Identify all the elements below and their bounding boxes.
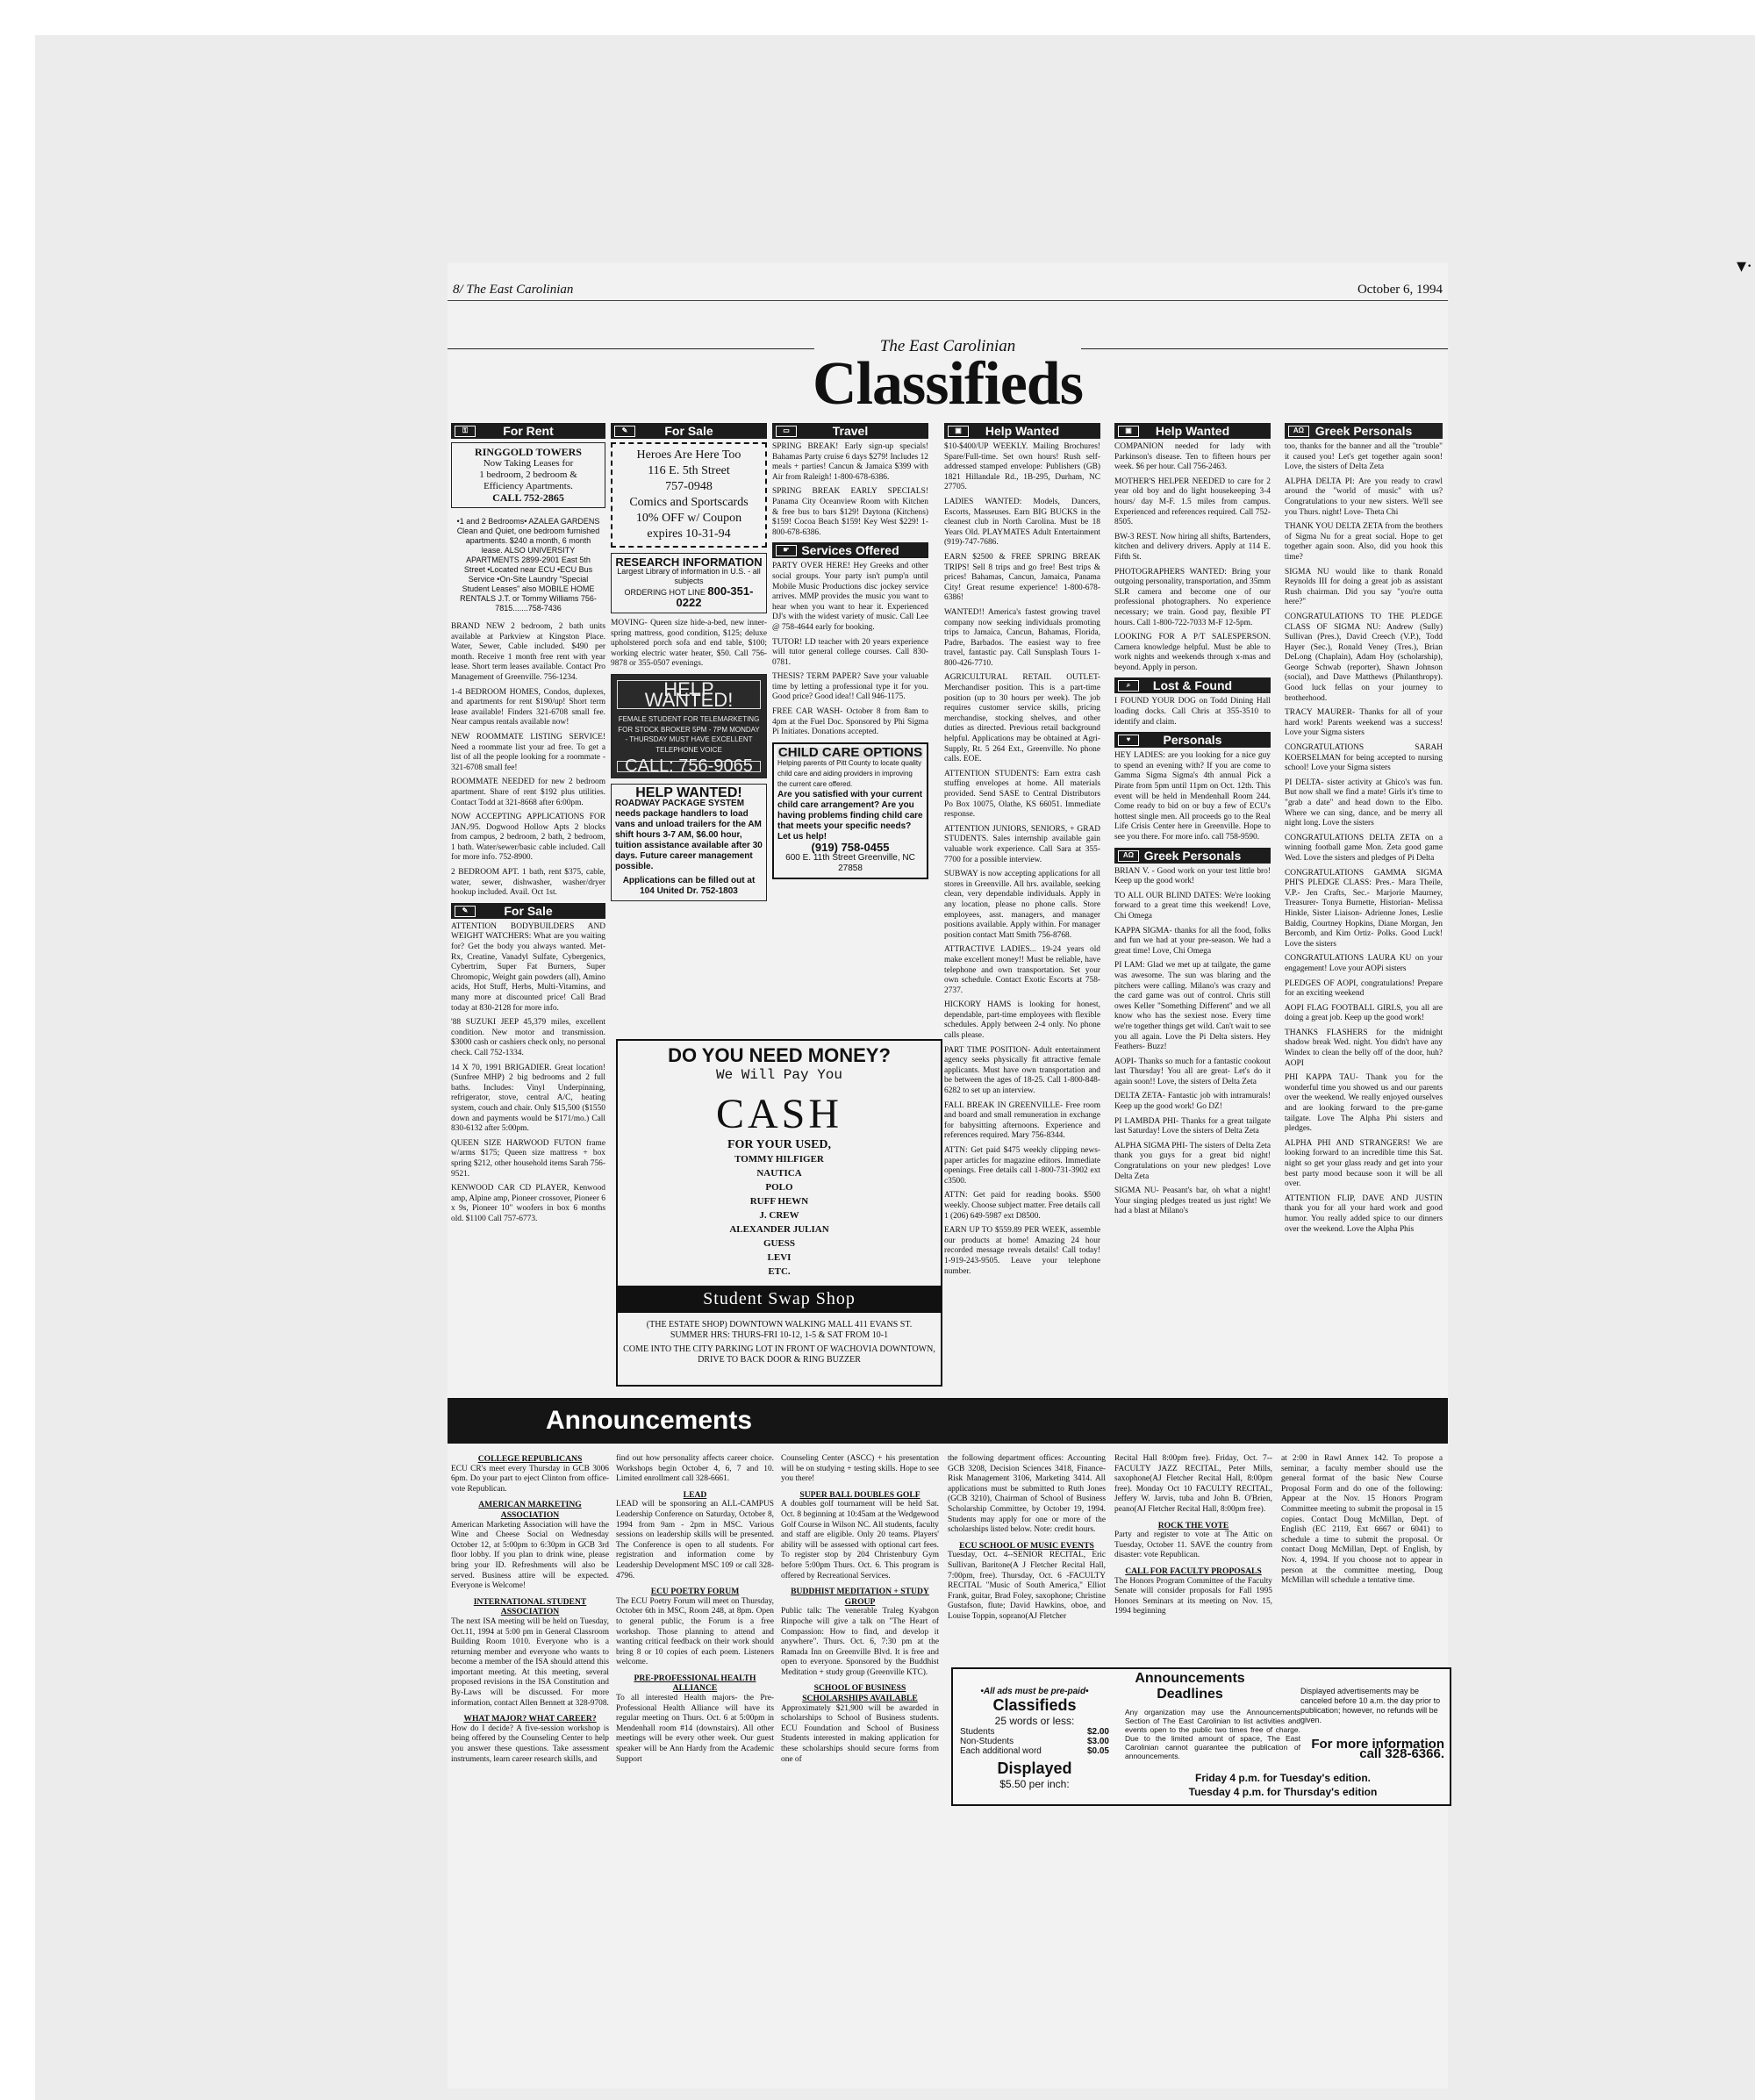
classified-ad: BW-3 REST. Now hiring all shifts, Bartenders, kitchen and delivery drivers. Apply at 114 E. Fifth St. [1114,532,1271,562]
section-header-lost-found: ⌕ Lost & Found [1114,677,1271,693]
issue-date: October 6, 1994 [1357,283,1443,297]
rate-row: Non-Students $3.00 [960,1737,1109,1746]
briefcase-icon: ▣ [1118,426,1139,437]
for-rent-ads [451,622,605,899]
rate-table [960,1727,1109,1756]
column-travel [772,423,928,1028]
heart-icon: ♥ [1118,735,1139,746]
classified-ad: SIGMA NU- Peasant's bar, oh what a night! Your singing pledges treated us just right! We had a blast at Milano's [1114,1186,1271,1216]
column-help-wanted [944,423,1100,1388]
classified-ad: QUEEN SIZE HARWOOD FUTON frame w/arms $175; Queen size mattress + box spring $212, other household items Sarah 756-9521. [451,1138,605,1179]
classified-ad: PLEDGES OF AOPI, congratulations! Prepare for an exciting weekend [1285,978,1443,999]
section-header-help-wanted: ▣ Help Wanted [944,423,1100,439]
classified-ad: PI DELTA- sister activity at Ghico's was fun. But now shall we find a mate! Girls it's time to "grab a date" and head down to the Elbo. Where we can sing, dance, and be merry all night long. Love the sisters [1285,778,1443,828]
magnifier-icon: ⌕ [1118,680,1139,692]
column-for-rent [451,423,605,1388]
announcement-column-6: at 2:00 in Rawl Annex 142. To propose a seminar, a faculty member should use the general format of the basic New Course Proposal Form and do one of the following: Appear at the Nov. 15 Honors Program Committee meeting to submit the proposal in 15 copies. Contact Doug McMillan, Dept. of English (EC 2119, Ext 6667 or 6041) to schedule a time to submit the proposal. Or contact Doug McMillan, Dept. of English, by Nov. 4, 1994. If you choose not to appear in person at the committee meeting, Doug McMillan will schedule a tentative time. [1281,1454,1443,1586]
ringgold-towers-ad: RINGGOLD TOWERS Now Taking Leases for 1 bedroom, 2 bedroom & Efficiency Apartments. CALL 752-2865 [451,442,605,508]
announcement-column-2: find out how personality affects career choice. Workshops begin October 4, 6, 7 and 10. Limited enrollment call 328-6661. LEAD LEAD will be sponsoring an ALL-CAMPUS Leadership Conference on Saturday, October 8, 1994 from 9am - 2pm in MSC. Various sessions on leadership skills will be presented. The Conference is open to all students. For registration and information come by Leadership Development MSC 109 or call 328-4796. ECU POETRY FORUM The ECU Poetry Forum will meet on Thursday, October 6th in MSC, Room 248, at 8pm. Open to general public, the Forum is a free workshop. Those planning to attend and wanting critical feedback on their work should bring 8 or 10 copies of each poem. Listeners welcome. PRE-PROFESSIONAL HEALTH ALLIANCE To all interested Health majors- the Pre-Professional Health Alliance will have its regular meeting on Thurs. Oct. 6 at 5:00pm in Mendenhall room #14 (downstairs). All other meetings will be every other week. Our guest speaker will be Ann Hardy from the Academic Support [616,1454,774,1764]
classified-ad: ATTENTION BODYBUILDERS AND WEIGHT WATCHERS: What are you waiting for? Get the body you always wanted. Met-Rx, Creatine, Vanadyl Sulfate, Cybergenics, Cybertrim, Super Fat Burners, Super Chromopic, Weight gain powders (all), Amino acids, Hot Stuff, Herbs, Multi-Vitamins, and many more at discounted price! Call Brad today at 830-2128 for more info. [451,921,605,1013]
classified-ad: PHOTOGRAPHERS WANTED: Bring your outgoing personality, transportation, and 35mm SLR camera and become one of our professional photographers. No experience necessary; we train. Good pay, flexible PT hours. Call 1-800-722-7033 M-F 12-5pm. [1114,567,1271,627]
classified-ad: ATTRACTIVE LADIES... 19-24 years old make excellent money!! Must be reliable, have telephone and own transportation. Set your own schedule. Contact Exotic Escorts at 758-2737. [944,945,1100,995]
classified-ad: AOPI- Thanks so much for a fantastic cookout last Thursday! You all are great- Let's do it again soon!! Love, the sisters of Delta Zeta [1114,1057,1271,1086]
classified-ad: NEW ROOMMATE LISTING SERVICE! Need a roommate list your ad free. To get a list of all the people looking for a roommate - 321-6708 small fee! [451,732,605,772]
classified-ad: WANTED!! America's fastest growing travel company now seeking individuals promoting trips to Jamaica, Cancun, Bahamas, Florida, Padre, Barbados. The easiest way to free travel, fantastic pay. Call Sunsplash Tours 1-800-426-7710. [944,607,1100,668]
classified-ad: CONGRATULATIONS DELTA ZETA on a winning football game Mon. Zeta good game Wed. Love the sisters and pledges of Pi Delta [1285,833,1443,863]
classified-ad: EARN UP TO $559.89 PER WEEK, assemble our products at home! Amazing 24 hour recorded message reveals details! Call today! 1-919-243-9505. Leave your telephone number. [944,1226,1100,1276]
car-icon: ▭ [776,426,797,437]
classified-ad: THANK YOU DELTA ZETA from the brothers of Sigma Nu for a great social. Hope to get together again soon. Also, did you hook this time? [1285,522,1443,562]
classified-ad: HEY LADIES: are you looking for a nice guy to spend an evening with? If you are come to Gamma Sigma Sigma's 4th annual Pick a Pirate from 5pm until 11pm on Oct. 12th. This event will be held in Mendenhall Room 244. Come ready to bid on or buy a few of ECU's hottest single men. All proceeds go to the Real Life Crisis Center here in Greenville. Hope to see you there. For more info. call 758-9590. [1114,751,1271,842]
announcements-header: Announcements [448,1398,1448,1444]
column-greek-personals [1285,423,1443,1388]
classified-ad: ATTN: Get paid $475 weekly clipping news-paper articles for magazine editors. Immediate openings. Free details call 1-800-731-3902 ext c3500. [944,1146,1100,1186]
classified-ad: ATTENTION STUDENTS: Earn extra cash stuffing envelopes at home. All materials provided. Send SASE to Central Distributors Po Box 10075, Olathe, KS 66051. Immediate response. [944,769,1100,820]
classified-ad: NOW ACCEPTING APPLICATIONS FOR JAN./95. Dogwood Hollow Apts 2 blocks from campus, 2 bedroom, 2 bath, 2 bedroom, 1 bath. Water/sewer/basic cable included. Call for more info. 752-8900. [451,813,605,863]
rate-row: Students $2.00 [960,1727,1109,1737]
classified-ad: BRAND NEW 2 bedroom, 2 bath units available at Parkview at Kingston Place. Water, Sewer, Cable included. $490 per month. Receive 1 month free rent with year lease. Short term leases available. Contact Pro Management of Greenville. 756-1234. [451,622,605,682]
classified-ad: DELTA ZETA- Fantastic job with intramurals! Keep up the good work! Go DZ! [1114,1092,1271,1112]
deadline-times: Friday 4 p.m. for Tuesday's edition. Tuesday 4 p.m. for Thursday's edition [1188,1772,1378,1798]
classified-ad: COMPANION needed for lady with Parkinson's disease. Ten to fifteen hours per week. $6 per hour. Call 756-2463. [1114,442,1271,472]
roadway-help-ad: HELP WANTED! ROADWAY PACKAGE SYSTEM needs package handlers to load vans and unload trailers for the AM shift hours 3-7 AM, $6.00 hour, tuition assistance available after 30 days. Future career management possible. Applications can be filled out at 104 United Dr. 752-1803 [611,784,767,901]
classified-ad: THANKS FLASHERS for the midnight shadow break Wed. night. You didn't have any Windex to clean the belly off of the door, huh? AOPI [1285,1028,1443,1068]
deadlines-title: Announcements Deadlines [1135,1671,1245,1702]
classified-ad: PHI KAPPA TAU- Thank you for the wonderful time you showed us and our parents over the weekend. We really enjoyed ourselves and are looking forward to the pre-game tailgate. Love The Alpha Phi sisters and pledges. [1285,1073,1443,1134]
cancellation-policy: Displayed advertisements may be canceled before 10 a.m. the day prior to publication; however, no refunds will be given. For more information call 328-6366. [1300,1687,1444,1761]
classified-ad: too, thanks for the banner and all the "trouble" it caused you! Let's get together again soon! Love, the sisters of Delta Zeta [1285,442,1443,472]
classified-ad: SPRING BREAK! Early sign-up specials! Bahamas Party cruise 6 days $279! Includes 12 meals + parties! Cancun & Jamaica $399 with Air from Raleigh! 1-800-678-6386. [772,442,928,482]
telemarketing-help-ad: HELP WANTED! FEMALE STUDENT FOR TELEMARKETING FOR STOCK BROKER 5PM - 7PM MONDAY - THURSDAY MUST HAVE EXCELLENT TELEPHONE VOICE CALL: 756-9065 [611,674,767,778]
announcement-column-5: Recital Hall 8:00pm free). Friday, Oct. 7--FACULTY JAZZ RECITAL, Peter Mills, saxophone(AJ Fletcher Recital Hall, 8:00pm free). Monday Oct 10 FACULTY RECITAL, Jeffery W. Jarvis, tuba and John B. O'Brien, peano(AJ Fletcher Recital Hall, 8:00pm free). ROCK THE VOTE Party and register to vote at The Attic on Tuesday, October 11. SAVE the country from disaster: vote Republican. CALL FOR FACULTY PROPOSALS The Honors Program Committee of the Faculty Senate will consider proposals for Fall 1995 Honors Seminars at its meeting on Nov. 15, 1994 beginning [1114,1454,1272,1616]
classified-ad: FREE CAR WASH- October 8 from 8am to 4pm at the Fuel Doc. Sponsored by Phi Sigma Pi Initiates. Donations accepted. [772,707,928,737]
hand-icon: ☛ [776,545,797,556]
classified-ad: PI LAM: Glad we met up at tailgate, the game was awesome. The sun was blaring and the pitchers were calling. Milano's was crazy and the card game was out of control. Chris still owes Keller "Something Different" and we all know who has the sexiest nose. Every time we're together things get wild. Can't wait to see you all again. Love the Pi Delta sisters. Hey Feathers- Buzz! [1114,961,1271,1052]
classified-ad: THESIS? TERM PAPER? Save your valuable time by letting a professional type it for you. Good price? Good idea!! Call 946-1175. [772,672,928,702]
classified-ad: HICKORY HAMS is looking for honest, dependable, part-time employees with flexible schedules. Apply between 2-4 only. No phone calls please. [944,1000,1100,1041]
child-care-ad: CHILD CARE OPTIONS Helping parents of Pitt County to locate quality child care and aiding providers in improving the current care offered. Are you satisfied with your current child care arrangement? Are you having problems finding child care that meets your specific needs? Let us help! (919) 758-0455 600 E. 11th Street Greenville, NC 27858 [772,742,928,879]
key-icon: ⚿ [455,426,476,437]
section-header-help-wanted-2: ▣ Help Wanted [1114,423,1271,439]
announcements-deadlines-box [951,1667,1451,1806]
rates-panel: •All ads must be pre-paid• Classifieds 25 words or less: Students $2.00 Non-Students $3.00 Each additional word $0.05 Displayed $5.50 per inch: [960,1687,1109,1790]
classified-ad: CONGRATULATIONS LAURA KU on your engagement! Love your AOPi sisters [1285,954,1443,973]
section-header-for-rent: ⚿ For Rent [451,423,605,439]
classified-ad: I FOUND YOUR DOG on Todd Dining Hall loading docks. Call Chris at 355-3510 to identify and claim. [1114,697,1271,727]
rate-row: Each additional word $0.05 [960,1746,1109,1756]
tag-icon: ✎ [455,906,476,917]
classified-ad: ALPHA PHI AND STRANGERS! We are looking forward to an incredible time this Sat. night so get your glass ready and get into your best party mood because soon it will be all over. [1285,1138,1443,1189]
classified-ad: CONGRATULATIONS SARAH KOERSELMAN for being accepted to nursing school! Love your Sigma sisters [1285,743,1443,773]
classified-ad: SUBWAY is now accepting applications for all stores in Greenville. All hrs. available, seeking clean, very dependable individuals. Apply in any location, please no phone calls. Store employees, asst. managers, and manager positions available. Apply within. For manager position contact Matt Smith 756-8768. [944,870,1100,940]
classified-ad: CONGRATULATIONS GAMMA SIGMA PHI'S PLEDGE CLASS: Pres.- Mara Theile, V.P.- Jen Crafts, Sec.- Marjorie Maurney, Treasurer- Tonya Burnette, Historian- Melissa Hinkle, Sister Liaison- Adrienne Jones, Leslie Baldig, Courtney Hopkins, Diane Morgan, Jen Bercomb, and Kim Ortiz- Polks. Good Luck! Love the sisters [1285,868,1443,949]
classified-ad: AGRICULTURAL RETAIL OUTLET- Merchandiser position. This is a part-time position (up to 30 hours per week). The job requires customer service skills, pricing merchandise, stocking shelves, and other duties as directed. Previous retail background helpful. Applications may be obtained at Agri-Supply, Rt. 5 264 Ext., Greenville. No phone calls. EOE. [944,673,1100,764]
classified-ad: $10-$400/UP WEEKLY. Mailing Brochures! Spare/Full-time. Set own hours! Rush self-addressed stamped envelope: Publishers (GB) 1821 Hillandale Rd., 1B-295, Durham, NC 27705. [944,442,1100,492]
briefcase-icon: ▣ [948,426,969,437]
section-header-for-sale: ✎ For Sale [451,903,605,919]
classified-ad: EARN $2500 & FREE SPRING BREAK TRIPS! Sell 8 trips and go free! Best trips & prices! Bahamas, Cancun, Jamaica, Panama City! Great resume experience! 1-800-678-6386! [944,552,1100,603]
heroes-comics-ad: Heroes Are Here Too 116 E. 5th Street 757-0948 Comics and Sportscards 10% OFF w/ Coupon expires 10-31-94 [611,442,767,548]
greek-letters-icon: ΑΩ [1288,426,1309,437]
page-label: 8/ The East Carolinian [453,283,574,297]
tag-icon: ✎ [614,426,635,437]
section-header-for-sale-2: ✎ For Sale [611,423,767,439]
classified-ad: MOTHER'S HELPER NEEDED to care for 2 year old boy and do light housekeeping 3-4 hours/ day M-F. 1.5 miles from campus. Experienced and references required. Call 752-8505. [1114,477,1271,527]
announcement-column-3: Counseling Center (ASCC) + his presentation will be on studying + testing skills. Hope to see you there! SUPER BALL DOUBLES GOLF A doubles golf tournament will be held Sat. Oct. 8 beginning at 10:45am at the Wedgewood Golf Course in Wilson NC. All students, faculty and staff are eligible. Only 20 teams. Players' ability will be assessed with optional cart fees. To register stop by 204 Christenbury Gym before 5:00pm Thurs. Oct. 6. This program is offered by Recreational Services. BUDDHIST MEDITATION + STUDY GROUP Public talk: The venerable Traleg Kyabgon Rinpoche will give a talk on "The Heart of Compassion: How to find, and develop it anywhere". Thurs. Oct. 6, 7:30 pm at the Ramada Inn on Greenville Blvd. It is free and open to everyone. Sponsored by the Buddhist Meditation + study group (Greenville KTC). SCHOOL OF BUSINESS SCHOLARSHIPS AVAILABLE Approximately $21,900 will be awarded in scholarships to School of Business students. ECU Foundation and School of Business Students interested in making application for these scholarships should secure forms from one of [781,1454,939,1764]
classified-ad: TUTOR! LD teacher with 20 years experience will tutor general college courses. Call 830-0781. [772,637,928,667]
classified-ad: BRIAN V. - Good work on your test little bro! Keep up the good work! [1114,866,1271,886]
swap-shop-cash-ad: DO YOU NEED MONEY? We Will Pay You CASH FOR YOUR USED, TOMMY HILFIGER NAUTICA POLO RUFF HEWN J. CREW ALEXANDER JULIAN GUESS LEVI ETC. Student Swap Shop (THE ESTATE SHOP) DOWNTOWN WALKING MALL 411 EVANS ST. SUMMER HRS: THURS-FRI 10-12, 1-5 & SAT FROM 10-1 COME INTO THE CITY PARKING LOT IN FRONT OF WACHOVIA DOWNTOWN, DRIVE TO BACK DOOR & RING BUZZER [616,1039,942,1387]
masthead-title: Classifieds [813,350,1083,418]
classified-ad: FALL BREAK IN GREENVILLE- Free room and board and small remuneration in exchange for babysitting afternoons. Experience and references required. Mary 756-8344. [944,1100,1100,1141]
classified-ad: AOPI FLAG FOOTBALL GIRLS, you all are doing a great job. Keep up the good work! [1285,1003,1443,1023]
classified-ad: ATTENTION JUNIORS, SENIORS, + GRAD STUDENTS. Sales internship available gain valuable work experience. Call Sara at 355-7700 for a possible interview. [944,824,1100,864]
brand-list: TOMMY HILFIGER NAUTICA POLO RUFF HEWN J. CREW ALEXANDER JULIAN GUESS LEVI ETC. [729,1154,829,1277]
classified-ad: ALPHA DELTA PI: Are you ready to crawl around the "world of music" with us? Congratulations to your new sisters. We'll see you Thurs. night! Love- Theta Chi [1285,477,1443,517]
classified-ad: 14 X 70, 1991 BRIGADIER. Great location! (Sunfree MHP) 2 big bedrooms and 2 full baths. Includes: Vinyl Underpinning, refrigerator, stove, central A/C, heating system, couch and chair. Only $15,500 ($1550 down and payments would be $171/mo.) Call 830-6132 after 5:00pm. [451,1063,605,1134]
research-information-ad: RESEARCH INFORMATION Largest Library of information in U.S. - all subjects ORDERING HOT LINE 800-351-0222 [611,553,767,613]
masthead-subtitle: The East Carolinian [879,337,1016,355]
classified-ad: PI LAMBDA PHI- Thanks for a great tailgate last Saturday! Love the sisters of Delta Zeta [1114,1116,1271,1136]
classified-ad: ALPHA SIGMA PHI- The sisters of Delta Zeta thank you guys for a great bid night! Congratulations on your new pledges! Love Delta Zeta [1114,1141,1271,1181]
classified-ad: CONGRATULATIONS TO THE PLEDGE CLASS OF SIGMA NU: Andrew (Sully) Sullivan (Pres.), David Creech (V.P.), Todd Hayer (Sec.), Ronald Veney (Tres.), Brian DeLong (Chaplain), Adam Hoy (scholarship), George Schwab (reporter), Shawn Johnson (social), and Dave Matthews (Philanthropy). Good luck fellas on your journey to brotherhood. [1285,612,1443,703]
section-header-services: ☛ Services Offered [772,542,928,558]
classified-ad: MOVING- Queen size hide-a-bed, new inner-spring mattress, good condition, $125; deluxe upholstered porch sofa and end table, $100; working electric water heater, $50. Call 756-9878 or 355-0507 evenings. [611,619,767,669]
classified-ad: '88 SUZUKI JEEP 45,379 miles, excellent condition. New motor and transmission. $3000 cash or cashiers check only, no personal check. Call 752-1334. [451,1018,605,1057]
classified-ad: KENWOOD CAR CD PLAYER, Kenwood amp, Alpine amp, Pioneer crossover, Pioneer 6 x 9s, Pioneer 10" woofers in box 6 months old. $1100 Call 757-6773. [451,1184,605,1223]
folio [448,283,1448,301]
announcement-policy: Any organization may use the Announcements Section of The East Carolinian to list activities and events open to the public two times free of charge. Due to the limited amount of space, The East Carolinian cannot guarantee the publication of announcements. [1125,1708,1300,1760]
classified-ad: PARTY OVER HERE! Hey Greeks and other social groups. Your party isn't pump'n until Mobile Music Productions disc jockey service arrives. MMP provides the music you want to hear when you want to hear it. Experienced DJ's with the widest variety of music. Call Lee @ 758-4644 early for booking. [772,562,928,632]
section-header-greek-personals: ΑΩ Greek Personals [1114,848,1271,864]
classified-ad: LADIES WANTED: Models, Dancers, Escorts, Masseuses. Earn BIG BUCKS in the cleanest club in North Carolina. Must be 18 Years Old. PLAYMATES Adult Entertainment (919)-747-7686. [944,497,1100,548]
newspaper-page [448,263,1448,2089]
azalea-gardens-ad: •1 and 2 Bedrooms• AZALEA GARDENS Clean and Quiet, one bedroom furnished apartments. $240 a month, 6 month lease. ALSO UNIVERSITY APARTMENTS 2899-2901 East 5th Street •Located near ECU •ECU Bus Service •On-Site Laundry "Special Student Leases" also MOBILE HOME RENTALS J.T. or Tommy Williams 756-7815.......758-7436 [456,517,600,613]
column-for-sale [611,423,767,1037]
classified-ad: LOOKING FOR A P/T SALESPERSON. Camera knowledge helpful. Must be able to work nights and weekends through x-mas and beyond. Apply in person. [1114,633,1271,672]
classified-ad: TRACY MAURER- Thanks for all of your hard work! Parents weekend was a success! Love your Sigma sisters [1285,708,1443,738]
column-help-wanted-2 [1114,423,1271,1388]
classified-ad: 2 BEDROOM APT. 1 bath, rent $375, cable, water, sewer, dishwasher, washer/dryer hookup included. Avail. Oct 1st. [451,868,605,898]
classified-ad: TO ALL OUR BLIND DATES: We're looking forward to a great time this weekend! Love, Chi Omega [1114,891,1271,921]
classified-ad: ATTN: Get paid for reading books. $500 weekly. Choose subject matter. Free details call 1 (206) 649-5987 ext D8500. [944,1191,1100,1221]
greek-letters-icon: ΑΩ [1118,850,1139,862]
classified-ad: 1-4 BEDROOM HOMES, Condos, duplexes, and apartments for rent $190/up! Short term lease available! Finders 321-6708 small fee. Near campus rentals available now! [451,687,605,727]
classified-ad: SPRING BREAK EARLY SPECIALS! Panama City Oceanview Room with Kitchen & free bus to bars $129! Daytona (Kitchens) $159! Cocoa Beach $159! Key West $229! 1-800-678-6386. [772,487,928,537]
announcement-column-1: COLLEGE REPUBLICANS ECU CR's meet every Thursday in GCB 3006 6pm. Do your part to eject Clinton from office- vote Republican. AMERICAN MARKETING ASSOCIATION American Marketing Association will have the Wine and Cheese Social on Wednesday October 12, at 5:00pm to 6:30pm in GCB 3rd floor lobby. If you plan to drink wine, please bring your ID. Refreshments will also be served. Business attire will be expected. Everyone is Welcome! INTERNATIONAL STUDENT ASSOCIATION The next ISA meeting will be held on Tuesday, Oct.11, 1994 at 5:00 pm in General Classroom Building Room 1010. Everyone who is a returning member and everyone who wants to become a member of the ISA should attend this important meeting. At this meeting, several proposed revisions in the ISA Constitution and By-Laws will be discussed. For more information, contact Allen Bennett at 328-9708. WHAT MAJOR? WHAT CAREER? How do I decide? A five-session workshop is being offered by the Counseling Center to help you answer these questions. Take assessment instruments, learn career research skills, and [451,1454,609,1764]
classified-ad: KAPPA SIGMA- thanks for all the food, folks and fun we had at your pre-season. We had a great time! Love, Chi Omega [1114,926,1271,956]
classified-ad: PART TIME POSITION- Adult entertainment agency seeks physically fit attractive female applicants. Must have own transportation and be between the ages of 18-25. Call 1-800-848-6282 to set up an interview. [944,1045,1100,1096]
announcement-column-4: the following department offices: Accounting GCB 3208, Decision Sciences 3418, Finance-Risk Management 3106, Marketing 3414. All applications must be submitted to Ruth Jones (GCB 3210), Chairman of School of Business Scholarship Committee, by October 19, 1994. Students may apply for one or more of the scholarships listed below. Note: credit hours. ECU SCHOOL OF MUSIC EVENTS Tuesday, Oct. 4--SENIOR RECITAL, Eric Sullivan, Baritone(A J Fletcher Recital Hall, 7:00pm, free). Thursday, Oct. 6 -FACULTY RECITAL "Music of South America," Elliot Frank, guitar, Brad Foley, saxophone; Christine Gustafson, flute; David Hawkins, oboe, and Louise Toppin, soprano(AJ Fletcher [948,1454,1106,1621]
classified-ad: SIGMA NU would like to thank Ronald Reynolds III for doing a great job as assistant Rush chairman. Did you say "you're outta here?" [1285,567,1443,607]
classified-ad: ATTENTION FLIP, DAVE AND JUSTIN thank you for all your hard work and good humor. You really added spice to our dinners over the weekend. Love the Alpha Phis [1285,1193,1443,1234]
section-header-personals: ♥ Personals [1114,732,1271,748]
classified-ad: ROOMMATE NEEDED for new 2 bedroom apartment. Share of rent $192 plus utilities. Contact Todd at 321-8668 after 6:00pm. [451,778,605,807]
section-header-travel: ▭ Travel [772,423,928,439]
scan-mark: ▾· [1737,254,1753,276]
section-header-greek-personals-2: ΑΩ Greek Personals [1285,423,1443,439]
